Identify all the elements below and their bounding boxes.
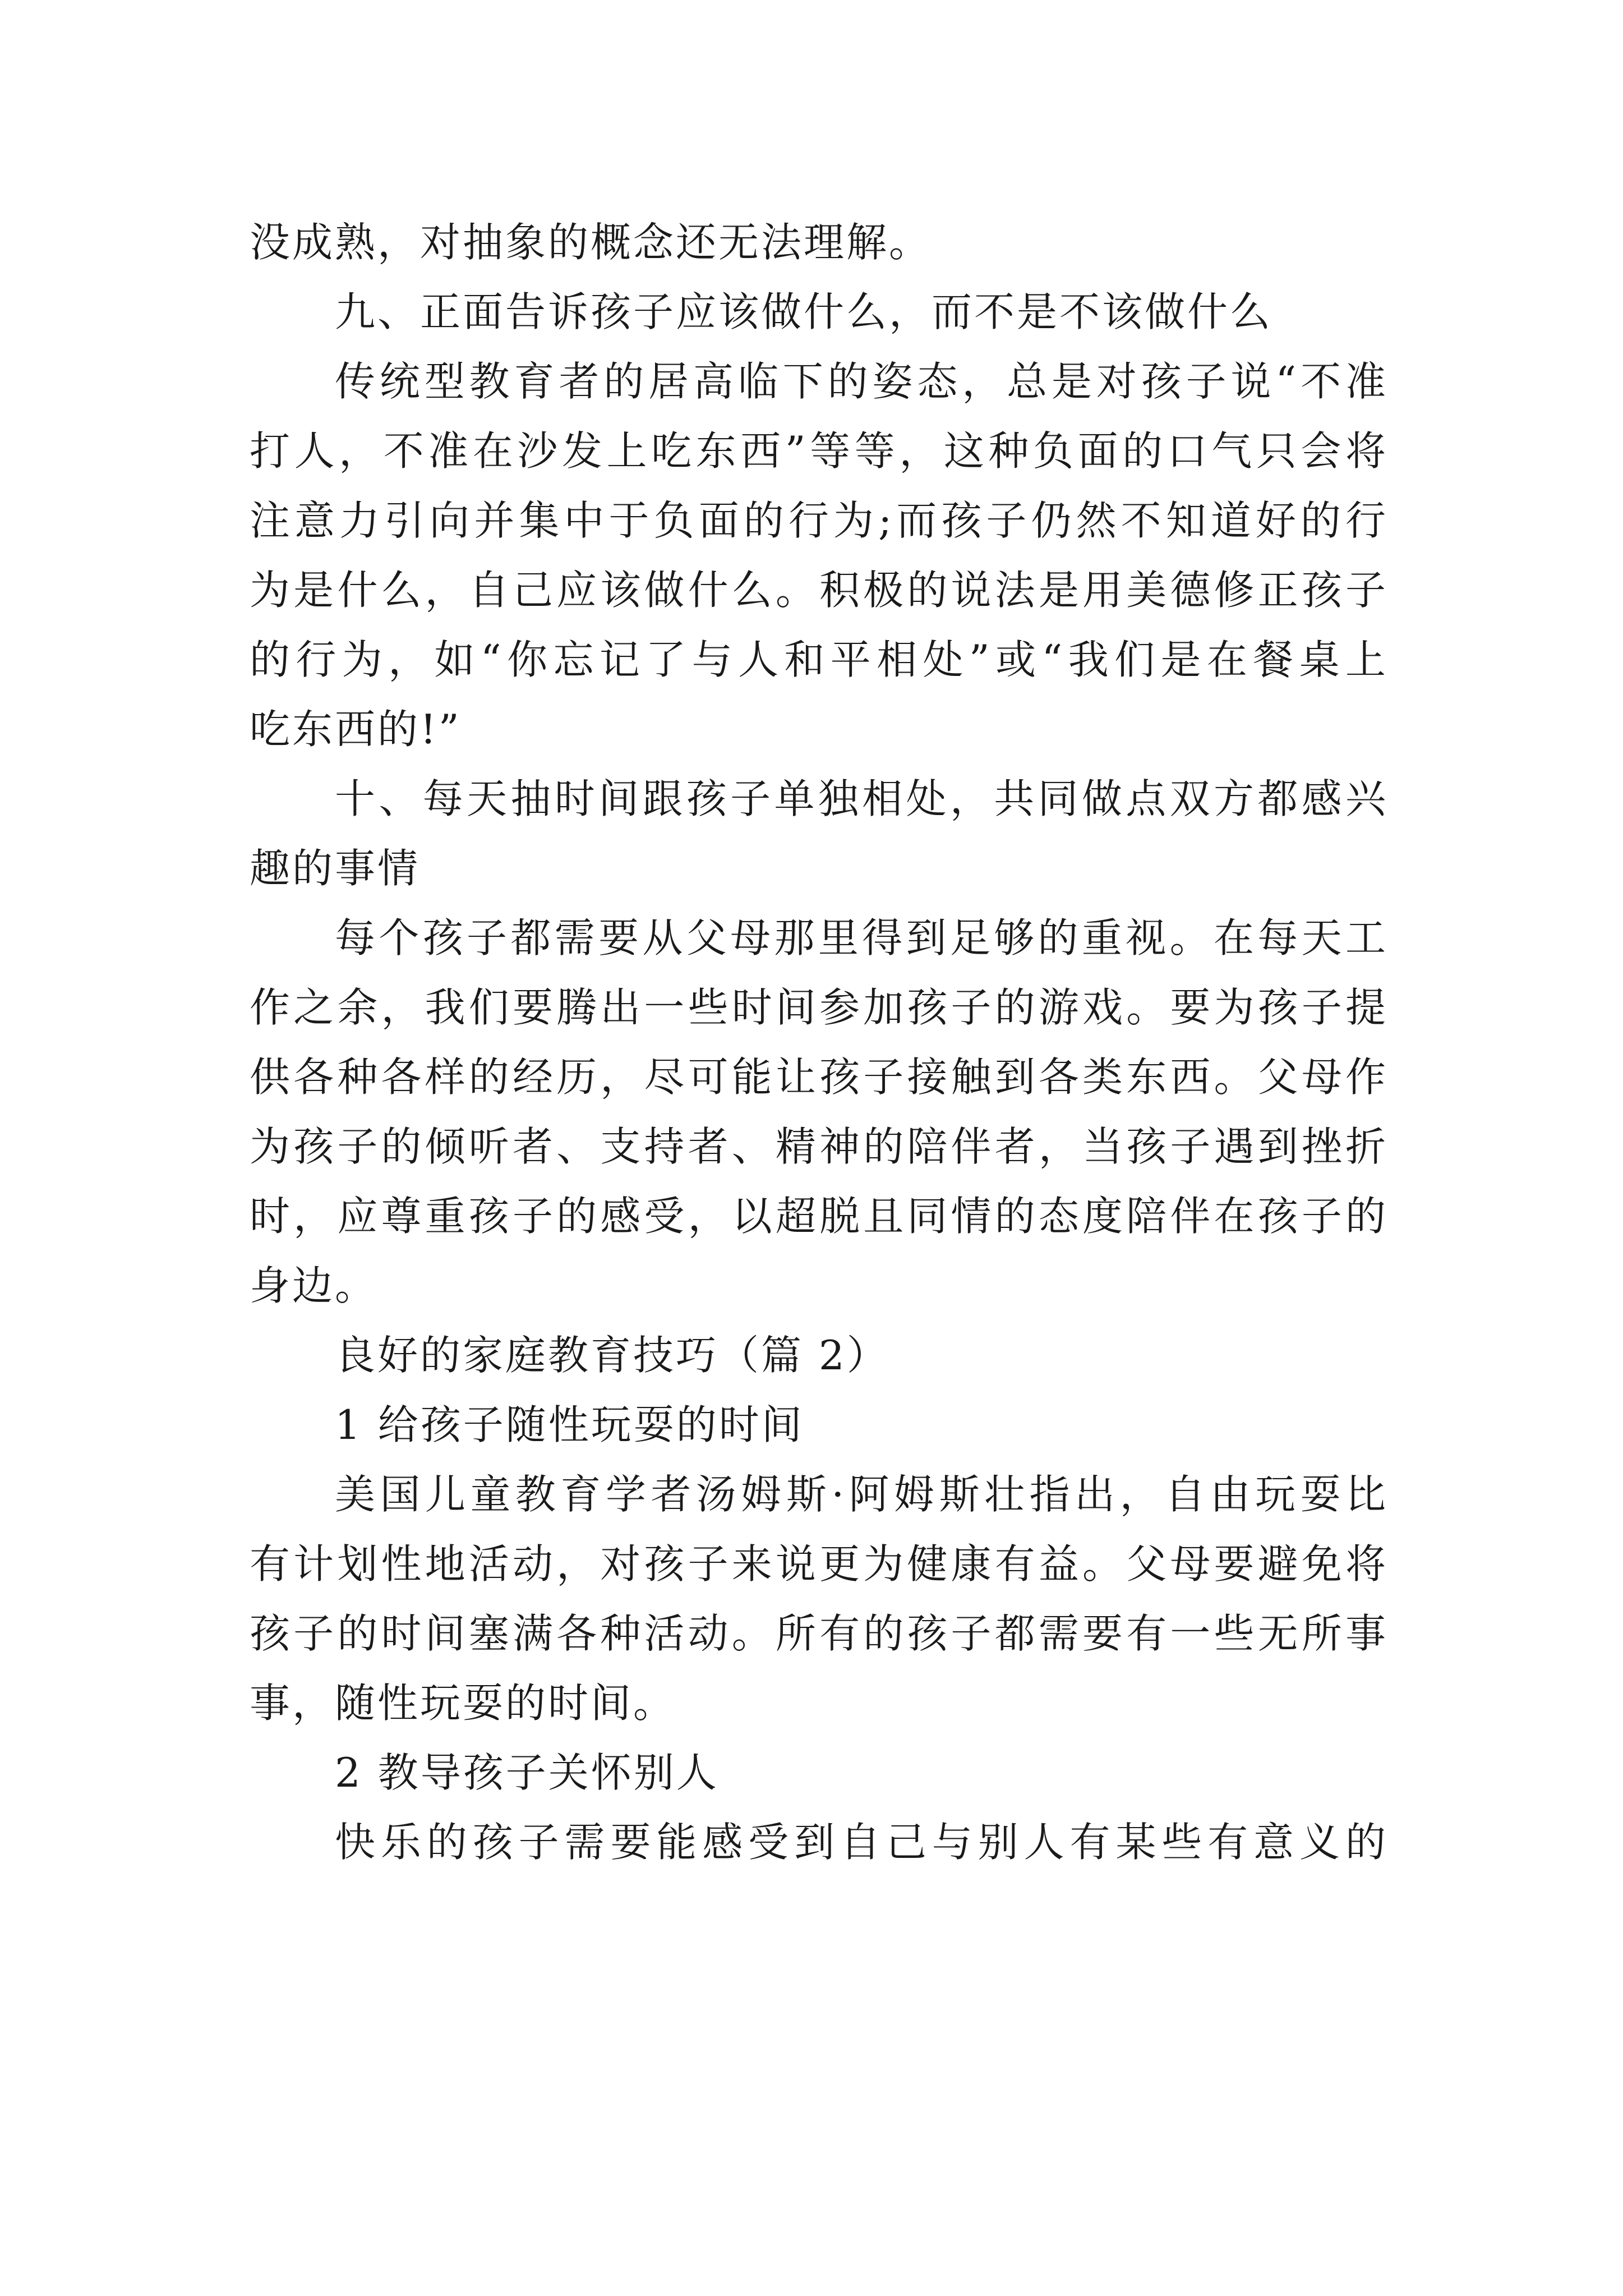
text-line: 身边。 [250, 1262, 378, 1309]
section-heading: 九、正面告诉孩子应该做什么，而不是不该做什么 [335, 288, 1273, 335]
article-title: 良好的家庭教育技巧（篇 2） [335, 1332, 889, 1379]
text-line: 供各种各样的经历，尽可能让孩子接触到各类东西。父母作 [250, 1053, 1388, 1101]
text-line: 时，应尊重孩子的感受，以超脱且同情的态度陪伴在孩子的 [250, 1193, 1388, 1240]
text-line: 美国儿童教育学者汤姆斯·阿姆斯壮指出，自由玩耍比 [335, 1471, 1388, 1518]
section-heading: 趣的事情 [250, 845, 421, 892]
text-line: 快乐的孩子需要能感受到自己与别人有某些有意义的 [335, 1819, 1388, 1866]
text-line: 为是什么，自己应该做什么。积极的说法是用美德修正孩子 [250, 567, 1388, 614]
text-line: 有计划性地活动，对孩子来说更为健康有益。父母要避免将 [250, 1540, 1388, 1588]
text-line: 传统型教育者的居高临下的姿态，总是对孩子说“不准 [335, 358, 1388, 405]
text-line: 事，随性玩耍的时间。 [250, 1680, 676, 1727]
text-line: 的行为，如“你忘记了与人和平相处”或“我们是在餐桌上 [250, 636, 1388, 683]
text-line: 打人，不准在沙发上吃东西”等等，这种负面的口气只会将 [250, 427, 1388, 475]
text-line: 作之余，我们要腾出一些时间参加孩子的游戏。要为孩子提 [250, 984, 1388, 1031]
subheading: 1 给孩子随性玩耍的时间 [335, 1401, 804, 1448]
text-line: 孩子的时间塞满各种活动。所有的孩子都需要有一些无所事 [250, 1610, 1388, 1657]
document-body [250, 208, 1388, 1877]
subheading: 2 教导孩子关怀别人 [335, 1749, 719, 1796]
text-line: 注意力引向并集中于负面的行为;而孩子仍然不知道好的行 [250, 497, 1388, 544]
text-line: 吃东西的!” [250, 706, 462, 753]
text-line: 没成熟，对抽象的概念还无法理解。 [250, 219, 932, 266]
text-line: 为孩子的倾听者、支持者、精神的陪伴者，当孩子遇到挫折 [250, 1123, 1388, 1170]
section-heading: 十、每天抽时间跟孩子单独相处，共同做点双方都感兴 [335, 775, 1388, 822]
text-line: 每个孩子都需要从父母那里得到足够的重视。在每天工 [335, 914, 1388, 961]
